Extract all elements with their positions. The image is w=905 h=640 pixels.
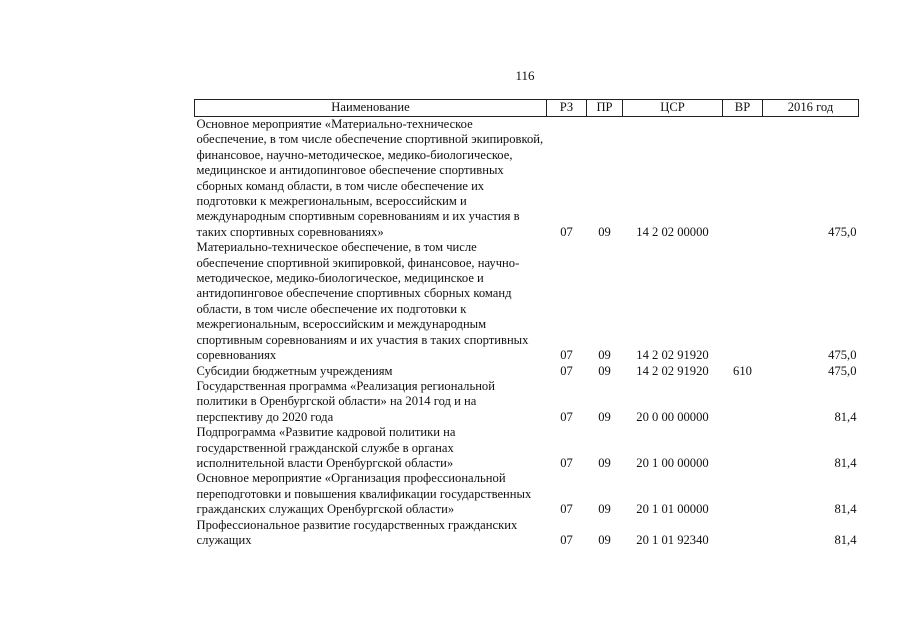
row-vr: [723, 240, 763, 363]
header-pr: ПР: [587, 100, 623, 117]
row-name: Профессиональное развитие государственных гражданских служащих: [196, 517, 518, 547]
table-row: [195, 240, 859, 363]
row-name: Государственная программа «Реализация региональной политики в Оренбургской области» на 2014 год и на перспективу до 2020 года: [196, 378, 495, 424]
row-rz: 07: [560, 502, 573, 517]
page-number: 116: [515, 68, 535, 83]
header-year: 2016 год: [763, 100, 859, 117]
row-amount: 475,0: [828, 363, 857, 378]
row-csr: 20 1 01 00000: [636, 502, 709, 517]
row-rz: 07: [560, 455, 573, 470]
row-amount: 475,0: [828, 224, 857, 239]
row-name: Основное мероприятие «Организация профессиональной переподготовки и повышения квалификации государственных гражданских служащих Оренбургской области»: [196, 471, 532, 517]
row-rz: 07: [560, 348, 573, 363]
row-vr: [723, 425, 763, 471]
row-rz: 07: [560, 363, 573, 378]
row-name: Основное мероприятие «Материально-техническое обеспечение, в том числе обеспечение спортивной экипировкой, финансовое, научно-методическое, медико-биологическое, медицинское и антидопинговое обеспечение спортивных сборных команд области, в том числе обеспечение их подготовки к межрегиональным, всероссийским и международным спортивным соревнованиям и их участия в таких спортивных соревнованиях»: [196, 117, 544, 239]
table-row: [195, 425, 859, 471]
header-csr: ЦСР: [623, 100, 723, 117]
table-row: [195, 518, 859, 549]
row-csr: 20 0 00 00000: [636, 409, 709, 424]
header-name: Наименование: [195, 100, 547, 117]
row-csr: 20 1 00 00000: [636, 455, 709, 470]
header-rz: РЗ: [547, 100, 587, 117]
table-row: [195, 379, 859, 425]
row-csr: 20 1 01 92340: [636, 532, 709, 547]
row-vr: [723, 518, 763, 549]
row-rz: 07: [560, 409, 573, 424]
row-amount: 81,4: [834, 455, 857, 470]
row-vr: 610: [733, 363, 752, 378]
row-rz: 07: [560, 532, 573, 547]
header-vr: ВР: [723, 100, 763, 117]
budget-table: [194, 99, 859, 548]
row-pr: 09: [598, 363, 611, 378]
row-vr: [723, 117, 763, 241]
row-csr: 14 2 02 91920: [636, 348, 709, 363]
row-rz: 07: [560, 224, 573, 239]
row-name: Материально-техническое обеспечение, в том числе обеспечение спортивной экипировкой, финансовое, научно-методическое, медико-биологическое, медицинское и антидопинговое обеспечение спортивных сборных команд области, в том числе обеспечение их подготовки к межрегиональным, всероссийским и международным спортивным соревнованиям и их участия в таких спортивных соревнованиях: [196, 240, 529, 363]
row-pr: 09: [598, 455, 611, 470]
row-amount: 81,4: [834, 409, 857, 424]
table-row: [195, 117, 859, 241]
row-amount: 81,4: [834, 502, 857, 517]
row-csr: 14 2 02 00000: [636, 224, 709, 239]
row-pr: 09: [598, 502, 611, 517]
row-vr: [723, 471, 763, 517]
row-amount: 475,0: [828, 348, 857, 363]
row-name: Подпрограмма «Развитие кадровой политики на государственной гражданской службе в органах исполнительной власти Оренбургской области»: [196, 425, 456, 470]
table-row: [195, 471, 859, 517]
row-pr: 09: [598, 348, 611, 363]
row-pr: 09: [598, 409, 611, 424]
row-csr: 14 2 02 91920: [636, 363, 709, 378]
table-header-row: [195, 100, 859, 117]
row-pr: 09: [598, 532, 611, 547]
row-vr: [723, 379, 763, 425]
table-row: [195, 364, 859, 379]
row-name: Субсидии бюджетным учреждениям: [196, 363, 393, 378]
row-amount: 81,4: [834, 532, 857, 547]
row-pr: 09: [598, 224, 611, 239]
